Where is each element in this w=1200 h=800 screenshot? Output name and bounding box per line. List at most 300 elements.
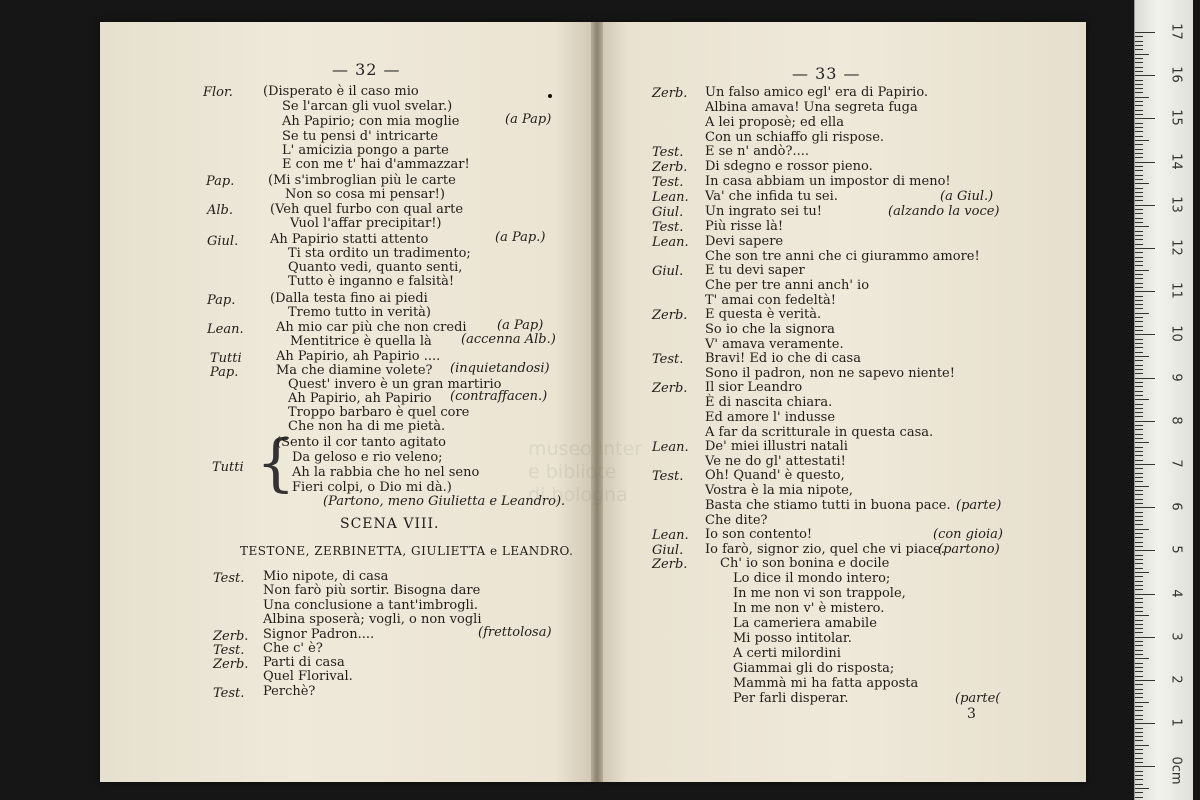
stage-direction: (a Pap) [497, 318, 544, 333]
verse-line: (Veh quel furbo con qual arte [270, 202, 464, 217]
verse-line: Albina sposerà; vogli, o non vogli [263, 612, 482, 627]
verse-line: Che son tre anni che ci giurammo amore! [705, 249, 980, 264]
verse-line: (Disperato è il caso mio [263, 84, 419, 99]
verse-line: Parti di casa [263, 655, 345, 670]
ruler-tick [1135, 702, 1149, 703]
ruler-tick [1135, 421, 1155, 422]
ruler-tick [1135, 715, 1143, 716]
ruler-tick [1135, 149, 1143, 150]
verse-line: Un falso amico egl' era di Papirio. [705, 85, 929, 100]
ruler-tick [1135, 581, 1143, 582]
ruler-tick [1135, 356, 1149, 357]
ruler-number: 3 [1168, 632, 1184, 641]
watermark-line: di bologna [528, 484, 628, 506]
ruler-tick [1135, 235, 1143, 236]
ruler-tick [1135, 460, 1143, 461]
ruler-tick [1135, 127, 1143, 128]
verse-line: Devi sapere [705, 234, 784, 249]
ruler-tick [1135, 416, 1143, 417]
verse-line: Non farò più sortir. Bisogna dare [263, 583, 481, 598]
verse-line: Io son contento! [705, 527, 813, 542]
ruler-tick [1135, 192, 1143, 193]
verse-line: Oh! Quand' è questo, [705, 468, 845, 483]
ruler-tick [1135, 693, 1143, 694]
ruler-tick [1135, 615, 1149, 616]
ruler-tick [1135, 464, 1155, 465]
ruler-tick [1135, 775, 1143, 776]
ruler-tick [1135, 620, 1143, 621]
speaker-label: Giul. [652, 264, 684, 279]
ruler-tick [1135, 671, 1143, 672]
ruler-tick [1135, 507, 1155, 508]
ruler-tick [1135, 533, 1143, 534]
speaker-label: Giul. [207, 234, 239, 249]
speaker-label: Tutti [210, 351, 242, 366]
speaker-label: Lean. [652, 440, 689, 455]
ruler-tick [1135, 239, 1143, 240]
ruler-number: 9 [1168, 372, 1184, 382]
verse-line: Troppo barbaro è quel core [288, 405, 470, 420]
ruler-tick [1135, 54, 1149, 55]
ruler-tick [1135, 62, 1143, 63]
ruler-tick [1135, 157, 1143, 158]
stage-direction: (inquietandosi) [450, 361, 550, 376]
speaker-label: Zerb. [652, 308, 688, 323]
ruler-tick [1135, 425, 1143, 426]
ruler-tick [1135, 317, 1143, 318]
ruler-tick [1135, 326, 1143, 327]
watermark-line: e bibliote [528, 461, 617, 483]
ruler-tick [1135, 300, 1143, 301]
ruler-tick [1135, 490, 1143, 491]
verse-line: Se tu pensi d' intricarte [282, 129, 439, 144]
verse-line: Quel Florival. [263, 669, 353, 684]
ruler-tick [1135, 607, 1143, 608]
speaker-label: Pap. [206, 174, 235, 189]
ruler-tick [1135, 563, 1143, 564]
ruler-tick [1135, 140, 1149, 141]
ruler-tick [1135, 512, 1143, 513]
ruler-number: 7 [1168, 459, 1184, 468]
verse-line: Ed amore l' indusse [705, 410, 836, 425]
ruler-tick [1135, 628, 1143, 629]
page-number-right: — 33 — [792, 64, 861, 83]
brace: { [256, 426, 296, 499]
ruler-tick [1135, 296, 1143, 297]
verse-line: Mentitrice è quella là [290, 334, 432, 349]
ruler-tick [1135, 291, 1155, 292]
verse-line: Da geloso e rio veleno; [292, 450, 443, 465]
ruler-tick [1135, 114, 1143, 115]
ruler-tick [1135, 97, 1149, 98]
ruler-tick [1135, 313, 1149, 314]
verse-line: Per farli disperar. [733, 691, 849, 706]
ruler-tick [1135, 231, 1143, 232]
verse-line: In me non vi son trappole, [733, 586, 906, 601]
ruler-tick [1135, 758, 1143, 759]
ruler-tick [1135, 222, 1143, 223]
verse-line: E questa è verità. [705, 307, 822, 322]
verse-line: Ah Papirio; con mia moglie [282, 114, 460, 129]
ruler-tick [1135, 537, 1143, 538]
ruler-tick [1135, 676, 1143, 677]
ruler-tick [1135, 218, 1143, 219]
ruler-tick [1135, 753, 1143, 754]
verse-line: Che non ha di me pietà. [288, 419, 446, 434]
verse-line: Bravi! Ed io che di casa [705, 351, 861, 366]
ruler-tick [1135, 287, 1143, 288]
ruler-tick [1135, 101, 1143, 102]
ruler-tick [1135, 339, 1143, 340]
verse-line: Ah mio car più che non credi [276, 320, 467, 335]
ruler-tick [1135, 723, 1155, 724]
ruler-tick [1135, 105, 1143, 106]
verse-line: A certi milordini [733, 646, 841, 661]
speaker-label: Flor. [203, 85, 233, 100]
verse-line: È di nascita chiara. [705, 395, 833, 410]
ruler-tick [1135, 434, 1143, 435]
speaker-label: Zerb. [652, 557, 688, 572]
ruler-tick [1135, 784, 1143, 785]
ruler-tick [1135, 503, 1143, 504]
verse-line: E tu devi saper [705, 263, 805, 278]
speaker-label: Test. [652, 220, 684, 235]
verse-line: (Sento il cor tanto agitato [276, 435, 446, 450]
ruler-tick [1135, 183, 1149, 184]
ruler-tick [1135, 494, 1143, 495]
stage-direction: (accenna Alb.) [461, 332, 556, 347]
verse-line: Il sior Leandro [705, 380, 803, 395]
speaker-label: Pap. [210, 365, 239, 380]
ruler-tick [1135, 334, 1155, 335]
ruler-tick [1135, 689, 1143, 690]
ruler-tick [1135, 451, 1143, 452]
ruler-tick [1135, 278, 1143, 279]
ruler-tick [1135, 80, 1143, 81]
ruler-tick [1135, 749, 1143, 750]
ruler-tick [1135, 697, 1143, 698]
ruler-tick [1135, 641, 1143, 642]
ruler-tick [1135, 386, 1143, 387]
ruler-tick [1135, 429, 1143, 430]
speaker-label: Test. [652, 352, 684, 367]
verse-line: Va' che infida tu sei. [705, 189, 838, 204]
stage-direction: (Partono, meno Giulietta e Leandro). [323, 494, 566, 509]
ruler-tick [1135, 455, 1143, 456]
ruler-tick [1135, 226, 1149, 227]
ruler-tick [1135, 550, 1155, 551]
speaker-label: Zerb. [652, 160, 688, 175]
ruler-tick [1135, 546, 1143, 547]
ruler-tick [1135, 244, 1143, 245]
verse-line: In me non v' è mistero. [733, 601, 885, 616]
ruler-number: 16 [1168, 66, 1184, 83]
speaker-label: Giul. [652, 543, 684, 558]
stage-direction: (alzando la voce) [888, 204, 1000, 219]
ruler-tick [1135, 67, 1143, 68]
verse-line: Lo dice il mondo intero; [733, 571, 891, 586]
ruler-tick [1135, 740, 1143, 741]
speaker-label: Zerb. [213, 629, 249, 644]
verse-line: Con un schiaffo gli rispose. [705, 130, 885, 145]
ruler-tick [1135, 136, 1143, 137]
measuring-ruler [1134, 0, 1193, 800]
verse-line: T' amai con fedeltà! [705, 293, 836, 308]
verse-line: Mio nipote, di casa [263, 569, 389, 584]
scene-persons: TESTONE, ZERBINETTA, GIULIETTA e LEANDRO. [240, 544, 574, 558]
ruler-tick [1135, 41, 1143, 42]
verse-line: E se n' andò?.... [705, 144, 809, 159]
ruler-tick [1135, 378, 1155, 379]
verse-line: Se l'arcan gli vuol svelar.) [282, 99, 453, 114]
stage-direction: (a Pap.) [495, 230, 546, 245]
signature-mark: 3 [967, 706, 976, 722]
ruler-tick [1135, 404, 1143, 405]
stage-direction: (con gioia) [933, 527, 1003, 542]
ink-dot [548, 94, 552, 98]
ruler-tick [1135, 71, 1143, 72]
ruler-tick [1135, 347, 1143, 348]
ruler-tick [1135, 369, 1143, 370]
verse-line: Che dite? [705, 513, 768, 528]
verse-line: Tutto è inganno e falsità! [288, 274, 455, 289]
ruler-tick [1135, 598, 1143, 599]
ruler-tick [1135, 32, 1155, 33]
verse-line: Mammà mi ha fatta apposta [733, 676, 919, 691]
ruler-tick [1135, 611, 1143, 612]
ruler-tick [1135, 395, 1143, 396]
ruler-tick [1135, 360, 1143, 361]
stage-direction: (parte) [956, 498, 1002, 513]
ruler-tick [1135, 252, 1143, 253]
ruler-tick [1135, 265, 1143, 266]
ruler-tick [1135, 520, 1143, 521]
verse-line: Di sdegno e rossor pieno. [705, 159, 873, 174]
ruler-tick [1135, 308, 1143, 309]
ruler-tick [1135, 110, 1143, 111]
ruler-tick [1135, 663, 1143, 664]
ruler-tick [1135, 684, 1143, 685]
ruler-tick [1135, 645, 1143, 646]
ruler-tick [1135, 330, 1143, 331]
ruler-tick [1135, 442, 1149, 443]
ruler-tick [1135, 270, 1149, 271]
ruler-tick [1135, 321, 1143, 322]
speaker-label: Zerb. [213, 657, 249, 672]
ruler-tick [1135, 771, 1143, 772]
verse-line: Tremo tutto in verità) [288, 305, 431, 320]
ruler-number: 14 [1168, 152, 1184, 170]
verse-line: Ah la rabbia che ho nel seno [292, 465, 480, 480]
ruler-tick [1135, 745, 1149, 746]
ruler-tick [1135, 524, 1143, 525]
speaker-label: Pap. [207, 293, 236, 308]
ruler-tick [1135, 576, 1143, 577]
ruler-tick [1135, 283, 1143, 284]
ruler-number: 13 [1168, 196, 1184, 213]
ruler-number: 11 [1168, 282, 1184, 299]
ruler-tick [1135, 555, 1143, 556]
ruler-tick [1135, 637, 1155, 638]
ruler-tick [1135, 343, 1143, 344]
stage-direction: (partono) [938, 542, 1000, 557]
museum-watermark [528, 438, 642, 507]
ruler-tick [1135, 408, 1143, 409]
verse-line: Che c' è? [263, 641, 323, 656]
ruler-tick [1135, 585, 1143, 586]
stage-direction: (contraffacen.) [450, 389, 548, 404]
stage-direction: (a Pap) [505, 112, 552, 127]
ruler-tick [1135, 213, 1143, 214]
ruler-tick [1135, 84, 1143, 85]
watermark-line: museo inter [528, 438, 643, 460]
ruler-tick [1135, 728, 1143, 729]
speaker-label: Tutti [212, 460, 244, 475]
stage-direction: (parte( [955, 691, 1001, 706]
book-gutter [591, 22, 603, 782]
verse-line: Basta che stiamo tutti in buona pace. [705, 498, 951, 513]
ruler-number: 8 [1168, 416, 1184, 425]
verse-line: Ch' io son bonina e docile [720, 556, 890, 571]
ruler-tick [1135, 196, 1143, 197]
verse-line: L' amicizia pongo a parte [282, 143, 449, 158]
ruler-tick [1135, 131, 1143, 132]
verse-line: Non so cosa mi pensar!) [285, 187, 445, 202]
verse-line: E con me t' hai d'ammazzar! [282, 157, 470, 172]
ruler-tick [1135, 486, 1149, 487]
ruler-number: 17 [1168, 23, 1184, 40]
verse-line: Un ingrato sei tu! [705, 204, 822, 219]
ruler-tick [1135, 788, 1149, 789]
ruler-tick [1135, 261, 1143, 262]
speaker-label: Lean. [207, 322, 244, 337]
ruler-number: 0cm [1168, 756, 1184, 785]
ruler-tick [1135, 399, 1149, 400]
speaker-label: Lean. [652, 235, 689, 250]
ruler-number: 2 [1168, 675, 1184, 684]
verse-line: Sono il padron, non ne sapevo niente! [705, 366, 955, 381]
ruler-tick [1135, 365, 1143, 366]
ruler-tick [1135, 499, 1143, 500]
ruler-tick [1135, 477, 1143, 478]
ruler-tick [1135, 274, 1143, 275]
ruler-tick [1135, 779, 1143, 780]
ruler-tick [1135, 209, 1143, 210]
ruler-tick [1135, 667, 1143, 668]
page-number-left: — 32 — [332, 60, 401, 79]
ruler-tick [1135, 624, 1143, 625]
verse-line: Ma che diamine volete? [276, 363, 433, 378]
ruler-tick [1135, 304, 1143, 305]
ruler-tick [1135, 542, 1143, 543]
ruler-tick [1135, 205, 1155, 206]
ruler-tick [1135, 75, 1155, 76]
ruler-tick [1135, 468, 1143, 469]
ruler-tick [1135, 516, 1143, 517]
ruler-tick [1135, 572, 1149, 573]
ruler-tick [1135, 473, 1143, 474]
ruler-tick [1135, 412, 1143, 413]
ruler-tick [1135, 438, 1143, 439]
ruler-number: 6 [1168, 502, 1184, 511]
verse-line: A far da scritturale in questa casa. [705, 425, 934, 440]
verse-line: V' amava veramente. [705, 337, 844, 352]
ruler-number: 5 [1168, 545, 1184, 555]
ruler-number: 1 [1168, 718, 1184, 727]
ruler-tick [1135, 373, 1143, 374]
verse-line: Mi posso intitolar. [733, 631, 852, 646]
ruler-tick [1135, 166, 1143, 167]
ruler-tick [1135, 88, 1143, 89]
stage-direction: (a Giul.) [940, 189, 994, 204]
ruler-tick [1135, 650, 1143, 651]
speaker-label: Lean. [652, 190, 689, 205]
ruler-tick [1135, 447, 1143, 448]
ruler-tick [1135, 257, 1143, 258]
ruler-tick [1135, 732, 1143, 733]
speaker-label: Lean. [652, 528, 689, 543]
ruler-tick [1135, 589, 1143, 590]
verse-line: Quanto vedi, quanto senti, [288, 260, 463, 275]
verse-line: Ti sta ordito un tradimento; [288, 246, 471, 261]
ruler-tick [1135, 162, 1155, 163]
ruler-tick [1135, 118, 1155, 119]
ruler-tick [1135, 632, 1143, 633]
ruler-tick [1135, 123, 1143, 124]
speaker-label: Test. [652, 469, 684, 484]
verse-line: De' miei illustri natali [705, 439, 848, 454]
ruler-number: 12 [1168, 239, 1184, 256]
ruler-tick [1135, 736, 1143, 737]
verse-line: In casa abbiam un impostor di meno! [705, 174, 951, 189]
ruler-tick [1135, 58, 1143, 59]
ruler-tick [1135, 762, 1143, 763]
ruler-tick [1135, 179, 1143, 180]
ruler-tick [1135, 170, 1143, 171]
ruler-tick [1135, 248, 1155, 249]
ruler-tick [1135, 797, 1143, 798]
stage-direction: (frettolosa) [478, 625, 552, 640]
ruler-tick [1135, 45, 1143, 46]
verse-line: Ah Papirio, ah Papirio .... [276, 349, 441, 364]
verse-line: Più risse là! [705, 219, 784, 234]
ruler-number: 10 [1168, 325, 1184, 343]
ruler-tick [1135, 706, 1143, 707]
ruler-tick [1135, 654, 1143, 655]
verse-line: Giammai gli do risposta; [733, 661, 895, 676]
speaker-label: Test. [213, 571, 245, 586]
speaker-label: Test. [213, 643, 245, 658]
verse-line: Ah Papirio, ah Papirio [288, 391, 432, 406]
speaker-label: Test. [652, 175, 684, 190]
verse-line: Albina amava! Una segreta fuga [705, 100, 918, 115]
verse-line: Quest' invero è un gran martirio [288, 377, 502, 392]
ruler-tick [1135, 559, 1143, 560]
verse-line: Che per tre anni anch' io [705, 278, 870, 293]
verse-line: A lei proposè; ed ella [705, 115, 844, 130]
ruler-tick [1135, 36, 1143, 37]
verse-line: La cameriera amabile [733, 616, 877, 631]
speaker-label: Alb. [207, 203, 233, 218]
ruler-tick [1135, 92, 1143, 93]
ruler-tick [1135, 568, 1143, 569]
ruler-tick [1135, 529, 1149, 530]
ruler-number: 4 [1168, 588, 1184, 598]
scene-title: SCENA VIII. [340, 516, 440, 532]
verse-line: Vostra è la mia nipote, [705, 483, 853, 498]
verse-line: Io farò, signor zio, quel che vi piace. [705, 542, 945, 557]
ruler-tick [1135, 594, 1155, 595]
